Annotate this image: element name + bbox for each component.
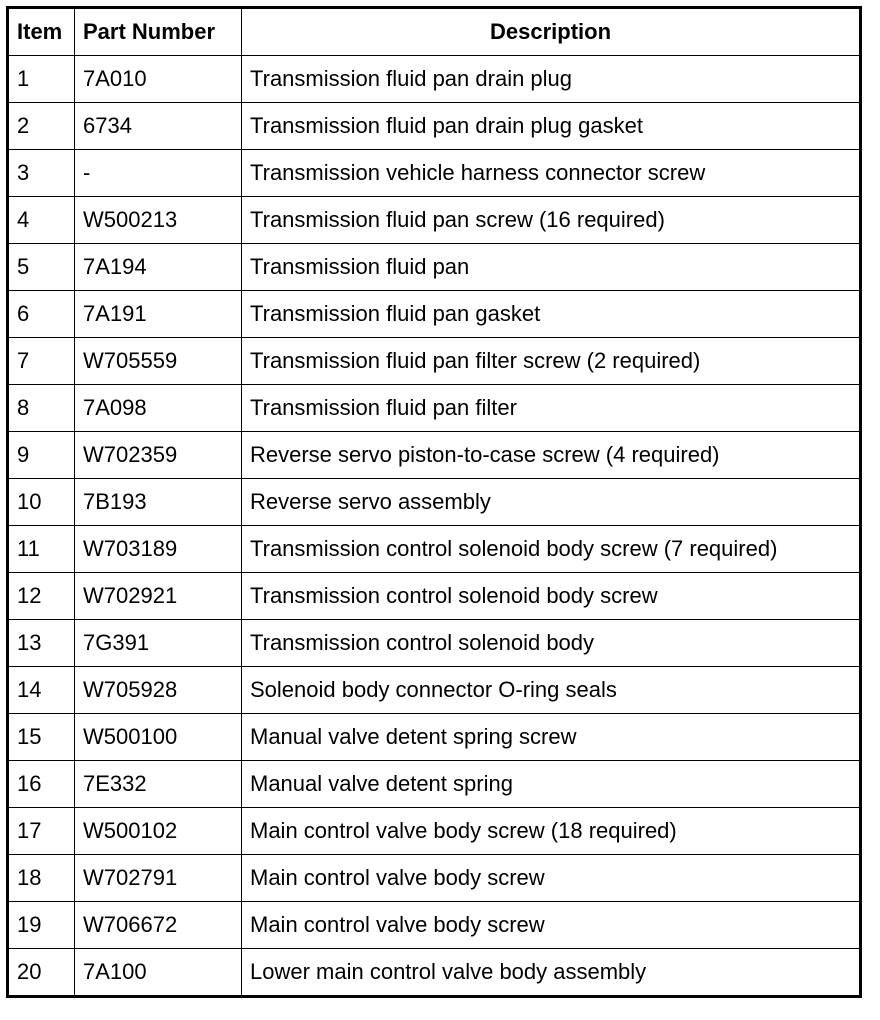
item-cell: 9 — [8, 432, 75, 479]
description-cell: Lower main control valve body assembly — [242, 949, 861, 997]
table-row — [8, 385, 861, 432]
part-number-cell: 6734 — [75, 103, 242, 150]
table-row — [8, 244, 861, 291]
description-cell: Manual valve detent spring screw — [242, 714, 861, 761]
description-cell: Transmission control solenoid body screw (7 required) — [242, 526, 861, 573]
part-number-cell: - — [75, 150, 242, 197]
description-cell: Solenoid body connector O-ring seals — [242, 667, 861, 714]
part-number-cell: 7B193 — [75, 479, 242, 526]
table-row — [8, 902, 861, 949]
table-row — [8, 291, 861, 338]
item-cell: 8 — [8, 385, 75, 432]
part-number-cell: W705928 — [75, 667, 242, 714]
table-row — [8, 150, 861, 197]
item-cell: 5 — [8, 244, 75, 291]
table-row — [8, 338, 861, 385]
header-description: Description — [242, 8, 861, 56]
description-cell: Main control valve body screw — [242, 902, 861, 949]
item-cell: 3 — [8, 150, 75, 197]
item-cell: 18 — [8, 855, 75, 902]
item-cell: 20 — [8, 949, 75, 997]
header-item: Item — [8, 8, 75, 56]
table-row — [8, 432, 861, 479]
table-row — [8, 479, 861, 526]
description-cell: Transmission fluid pan filter — [242, 385, 861, 432]
part-number-cell: W500102 — [75, 808, 242, 855]
description-cell: Transmission fluid pan filter screw (2 required) — [242, 338, 861, 385]
part-number-cell: W500100 — [75, 714, 242, 761]
item-cell: 7 — [8, 338, 75, 385]
header-row — [8, 8, 861, 56]
item-cell: 17 — [8, 808, 75, 855]
description-cell: Reverse servo assembly — [242, 479, 861, 526]
part-number-cell: 7E332 — [75, 761, 242, 808]
table-row — [8, 808, 861, 855]
part-number-cell: W500213 — [75, 197, 242, 244]
part-number-cell: 7A194 — [75, 244, 242, 291]
part-number-cell: W703189 — [75, 526, 242, 573]
item-cell: 4 — [8, 197, 75, 244]
part-number-cell: W702359 — [75, 432, 242, 479]
description-cell: Transmission control solenoid body — [242, 620, 861, 667]
item-cell: 16 — [8, 761, 75, 808]
table-row — [8, 573, 861, 620]
item-cell: 19 — [8, 902, 75, 949]
header-part-number: Part Number — [75, 8, 242, 56]
part-number-cell: W705559 — [75, 338, 242, 385]
description-cell: Reverse servo piston-to-case screw (4 required) — [242, 432, 861, 479]
item-cell: 10 — [8, 479, 75, 526]
item-cell: 2 — [8, 103, 75, 150]
table-row — [8, 949, 861, 997]
part-number-cell: 7A191 — [75, 291, 242, 338]
table-row — [8, 667, 861, 714]
part-number-cell: 7A098 — [75, 385, 242, 432]
part-number-cell: 7A100 — [75, 949, 242, 997]
table-row — [8, 526, 861, 573]
parts-table — [6, 6, 862, 998]
table-row — [8, 620, 861, 667]
part-number-cell: W702921 — [75, 573, 242, 620]
item-cell: 13 — [8, 620, 75, 667]
item-cell: 15 — [8, 714, 75, 761]
part-number-cell: 7A010 — [75, 56, 242, 103]
table-row — [8, 855, 861, 902]
description-cell: Transmission fluid pan — [242, 244, 861, 291]
item-cell: 1 — [8, 56, 75, 103]
description-cell: Main control valve body screw — [242, 855, 861, 902]
description-cell: Transmission fluid pan screw (16 required) — [242, 197, 861, 244]
item-cell: 11 — [8, 526, 75, 573]
description-cell: Transmission fluid pan drain plug — [242, 56, 861, 103]
description-cell: Manual valve detent spring — [242, 761, 861, 808]
item-cell: 14 — [8, 667, 75, 714]
table-row — [8, 714, 861, 761]
table-row — [8, 56, 861, 103]
description-cell: Transmission vehicle harness connector screw — [242, 150, 861, 197]
description-cell: Transmission control solenoid body screw — [242, 573, 861, 620]
part-number-cell: W706672 — [75, 902, 242, 949]
table-row — [8, 197, 861, 244]
part-number-cell: 7G391 — [75, 620, 242, 667]
description-cell: Main control valve body screw (18 required) — [242, 808, 861, 855]
description-cell: Transmission fluid pan drain plug gasket — [242, 103, 861, 150]
description-cell: Transmission fluid pan gasket — [242, 291, 861, 338]
table-row — [8, 103, 861, 150]
item-cell: 12 — [8, 573, 75, 620]
part-number-cell: W702791 — [75, 855, 242, 902]
item-cell: 6 — [8, 291, 75, 338]
table-row — [8, 761, 861, 808]
